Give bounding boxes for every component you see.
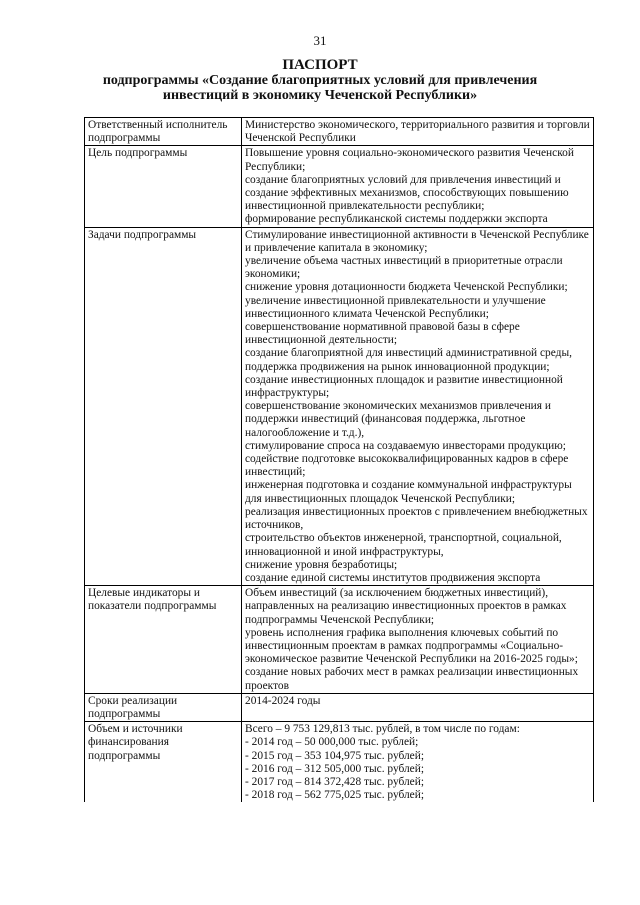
- value-line: инженерная подготовка и создание коммунальной инфраструктуры для инвестиционных площадок Чеченской Республики;: [245, 479, 572, 505]
- row-value: [242, 586, 594, 694]
- value-line: снижение уровня дотационности бюджета Чеченской Республики;: [245, 281, 568, 294]
- title-main: ПАСПОРТ: [282, 57, 358, 73]
- value-line: Министерство экономического, территориального развития и торговли Чеченской Республики: [245, 119, 590, 145]
- value-line: - 2017 год – 814 372,428 тыс. рублей;: [245, 775, 424, 788]
- row-label: Цель подпрограммы: [85, 146, 242, 227]
- value-line: стимулирование спроса на создаваемую инвесторами продукцию;: [245, 439, 566, 452]
- value-line: Всего – 9 753 129,813 тыс. рублей, в том числе по годам:: [245, 723, 520, 736]
- row-label: Сроки реализации подпрограммы: [85, 693, 242, 721]
- table-row: [85, 146, 594, 227]
- value-line: Повышение уровня социально-экономического развития Чеченской Республики;: [245, 147, 574, 173]
- value-line: создание инвестиционных площадок и развитие инвестиционной инфраструктуры;: [245, 373, 563, 400]
- row-value: [242, 227, 594, 585]
- document-title: [0, 58, 640, 103]
- row-value: [242, 146, 594, 227]
- value-line: увеличение инвестиционной привлекательности и улучшение инвестиционного климата Чеченской Республики;: [245, 294, 546, 320]
- value-line: - 2018 год – 562 775,025 тыс. рублей;: [245, 789, 424, 802]
- row-label: Целевые индикаторы и показатели подпрограммы: [85, 586, 242, 694]
- value-line: совершенствование нормативной правовой базы в сфере инвестиционной деятельности;: [245, 321, 520, 347]
- row-value: [242, 693, 594, 721]
- value-line: - 2015 год – 353 104,975 тыс. рублей;: [245, 749, 424, 762]
- value-line: создание единой системы институтов продвижения экспорта: [245, 571, 541, 584]
- value-line: создание новых рабочих мест в рамках реализации инвестиционных проектов: [245, 666, 579, 692]
- table-row: [85, 693, 594, 721]
- row-label: Ответственный исполнитель подпрограммы: [85, 118, 242, 146]
- table-row: [85, 118, 594, 146]
- value-line: - 2016 год – 312 505,000 тыс. рублей;: [245, 762, 424, 775]
- row-value: [242, 118, 594, 146]
- row-label: Задачи подпрограммы: [85, 227, 242, 585]
- passport-table: [84, 117, 594, 802]
- value-line: реализация инвестиционных проектов с привлечением внебюджетных источников,: [245, 505, 588, 532]
- title-line-2: инвестиций в экономику Чеченской Республики»: [162, 88, 478, 103]
- title-line-1: подпрограммы «Создание благоприятных условий для привлечения: [102, 73, 538, 88]
- value-line: совершенствование экономических механизмов привлечения и поддержки инвестиций (финансовая поддержка, льготное налогообложение и т.д.),: [245, 400, 551, 439]
- value-line: Объем инвестиций (за исключением бюджетных инвестиций), направленных на реализацию инвестиционных проектов в рамках подпрограммы Чеченской Республики;: [245, 587, 567, 626]
- table-row: [85, 722, 594, 803]
- value-line: формирование республиканской системы поддержки экспорта: [245, 213, 548, 226]
- value-line: 2014-2024 годы: [245, 694, 321, 707]
- value-line: снижение уровня безработицы;: [245, 558, 398, 571]
- value-line: уровень исполнения графика выполнения ключевых событий по инвестиционным проектам в рамках подпрограммы «Социально-экономическое развитие Чеченской Республики на 2016-2025 годы»;: [245, 626, 578, 666]
- value-line: строительство объектов инженерной, транспортной, социальной, инновационной и иной инфраструктуры,: [245, 532, 562, 558]
- value-line: создание благоприятной для инвестиций административной среды, поддержка продвижения на рынок инновационной продукции;: [245, 347, 572, 373]
- row-label: Объем и источники финансирования подпрограммы: [85, 722, 242, 803]
- table-row: [85, 227, 594, 585]
- value-line: содействие подготовке высококвалифицированных кадров в сфере инвестиций;: [245, 453, 569, 479]
- value-line: создание благоприятных условий для привлечения инвестиций и создание эффективных механизмов, способствующих повышению инвестиционной привлекательности республики;: [245, 173, 569, 213]
- page-number: 31: [313, 33, 327, 48]
- table-row: [85, 586, 594, 694]
- row-value: [242, 722, 594, 803]
- value-line: увеличение объема частных инвестиций в приоритетные отрасли экономики;: [245, 255, 563, 281]
- value-line: - 2014 год – 50 000,000 тыс. рублей;: [245, 736, 419, 749]
- value-line: Стимулирование инвестиционной активности в Чеченской Республике и привлечение капитала в экономику;: [245, 228, 589, 254]
